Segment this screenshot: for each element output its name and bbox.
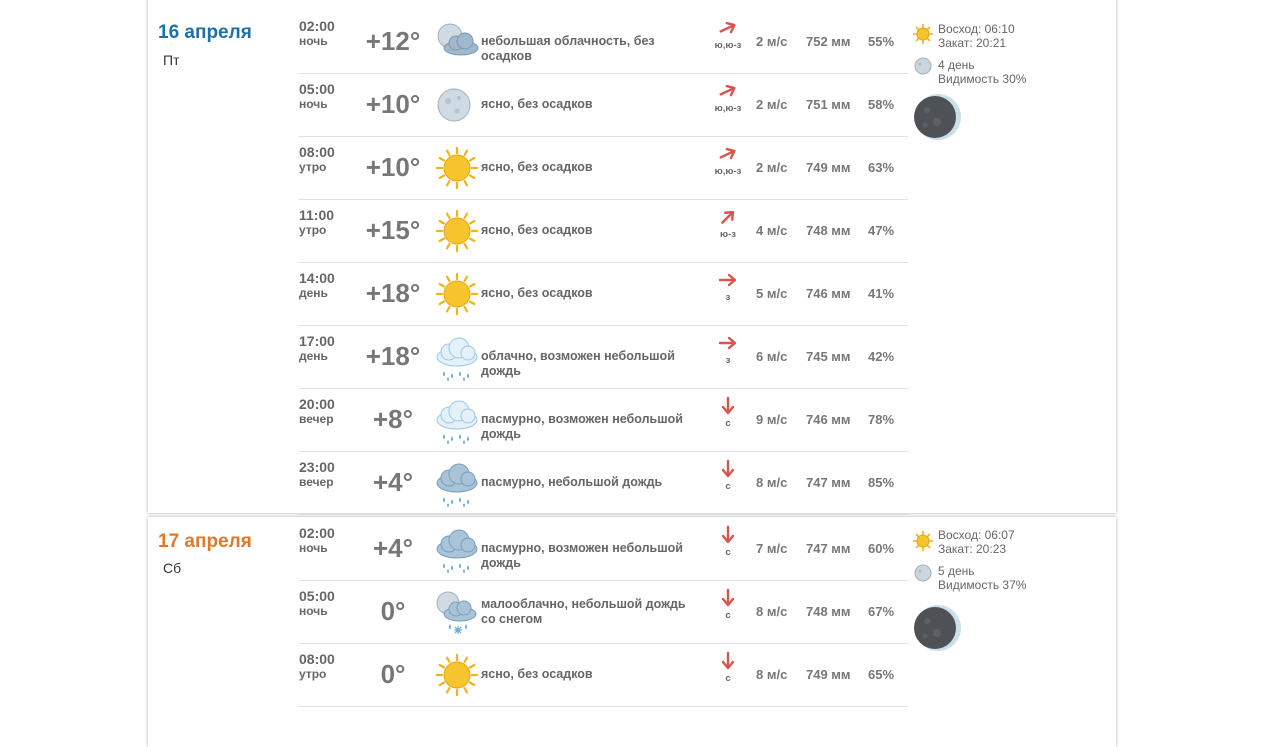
forecast-temperature: +10° xyxy=(365,152,421,182)
forecast-time-block xyxy=(299,397,335,427)
forecast-temperature: +8° xyxy=(372,404,414,434)
humidity: 55% xyxy=(868,34,895,49)
day-weekday: Пт xyxy=(163,52,180,68)
pressure: 745 мм xyxy=(806,349,851,364)
forecast-period: ночь xyxy=(299,34,328,48)
day-weekday: Сб xyxy=(163,560,182,576)
moon-phase-icon xyxy=(913,603,963,653)
wind-direction xyxy=(706,651,750,684)
forecast-description: малооблачно, небольшой дождь со снегом xyxy=(481,597,686,626)
humidity: 41% xyxy=(868,286,895,301)
forecast-period: ночь xyxy=(299,604,328,618)
day-card-17-april xyxy=(148,517,1116,747)
forecast-time-block xyxy=(299,208,334,238)
forecast-period: вечер xyxy=(299,412,334,426)
pressure: 751 мм xyxy=(806,97,851,112)
forecast-time: 14:00 xyxy=(299,270,335,286)
wind-direction-label: ю,ю-з xyxy=(714,40,742,51)
wind-speed: 8 м/с xyxy=(756,604,788,619)
wind-speed: 4 м/с xyxy=(756,223,788,238)
forecast-time: 08:00 xyxy=(299,144,335,160)
sunset-time: Закат: 20:21 xyxy=(938,36,1007,50)
forecast-temperature: +18° xyxy=(365,341,421,371)
wind-direction-label: с xyxy=(725,547,731,558)
forecast-time-block xyxy=(299,460,335,490)
wind-speed: 9 м/с xyxy=(756,412,788,427)
wind-direction xyxy=(706,81,750,114)
forecast-description: ясно, без осадков xyxy=(481,667,593,681)
pressure: 749 мм xyxy=(806,160,851,175)
sun-small-icon xyxy=(913,531,933,551)
forecast-temperature: +15° xyxy=(365,215,421,245)
day-date: 17 апреля xyxy=(158,531,252,552)
wind-arrow-icon xyxy=(706,18,750,38)
pressure: 752 мм xyxy=(806,34,851,49)
pressure: 746 мм xyxy=(806,412,851,427)
wind-speed: 8 м/с xyxy=(756,475,788,490)
forecast-period: утро xyxy=(299,223,327,237)
wind-arrow-icon xyxy=(706,651,750,671)
snow-rain-moon-icon xyxy=(434,588,480,636)
forecast-time-block xyxy=(299,19,335,49)
sunset-time: Закат: 20:23 xyxy=(938,542,1007,556)
forecast-temperature: +12° xyxy=(365,26,421,56)
wind-speed: 2 м/с xyxy=(756,97,788,112)
wind-arrow-icon xyxy=(706,144,750,164)
forecast-row xyxy=(298,136,908,200)
forecast-time-block xyxy=(299,145,335,175)
forecast-time-block xyxy=(299,334,335,364)
forecast-row xyxy=(298,262,908,326)
forecast-period: день xyxy=(299,349,328,363)
sunrise-time: Восход: 06:10 xyxy=(938,22,1015,36)
forecast-row xyxy=(298,199,908,263)
moon-day: 4 день xyxy=(938,58,975,72)
sun-icon xyxy=(434,270,480,318)
moon-visibility: Видимость 37% xyxy=(938,578,1027,592)
wind-direction xyxy=(706,333,750,366)
wind-direction-label: с xyxy=(725,481,731,492)
forecast-time-block xyxy=(299,526,335,556)
forecast-description: ясно, без осадков xyxy=(481,223,593,237)
wind-direction-label: ю-з xyxy=(720,229,736,240)
forecast-time: 05:00 xyxy=(299,81,335,97)
wind-direction-label: с xyxy=(725,418,731,429)
day-date: 16 апреля xyxy=(158,22,252,43)
moon-phase-icon xyxy=(913,92,963,142)
forecast-row xyxy=(298,643,908,707)
wind-direction-label: з xyxy=(725,355,731,366)
forecast-time: 23:00 xyxy=(299,459,335,475)
wind-arrow-icon xyxy=(706,588,750,608)
humidity: 67% xyxy=(868,604,895,619)
pressure: 746 мм xyxy=(806,286,851,301)
wind-direction-label: ю,ю-з xyxy=(714,166,742,177)
wind-direction-label: с xyxy=(725,610,731,621)
wind-arrow-icon xyxy=(706,270,750,290)
forecast-time: 17:00 xyxy=(299,333,335,349)
humidity: 63% xyxy=(868,160,895,175)
pressure: 748 мм xyxy=(806,223,851,238)
forecast-time: 02:00 xyxy=(299,525,335,541)
forecast-period: ночь xyxy=(299,541,328,555)
dark-rain-cloud-icon xyxy=(434,525,480,573)
forecast-time: 11:00 xyxy=(299,207,335,223)
forecast-row xyxy=(298,517,908,581)
wind-speed: 5 м/с xyxy=(756,286,788,301)
cloudy-moon-icon xyxy=(434,18,480,66)
forecast-description: ясно, без осадков xyxy=(481,160,593,174)
forecast-row xyxy=(298,580,908,644)
forecast-period: утро xyxy=(299,160,327,174)
forecast-row xyxy=(298,451,908,515)
forecast-row xyxy=(298,325,908,389)
moon-small-icon xyxy=(914,57,932,75)
rain-cloud-icon xyxy=(434,396,480,444)
forecast-time: 05:00 xyxy=(299,588,335,604)
forecast-time-block xyxy=(299,589,335,619)
humidity: 42% xyxy=(868,349,895,364)
forecast-description: пасмурно, возможен небольшой дождь xyxy=(481,412,683,441)
rain-cloud-icon xyxy=(434,333,480,381)
dark-rain-cloud-icon xyxy=(434,459,480,507)
wind-speed: 6 м/с xyxy=(756,349,788,364)
forecast-description: ясно, без осадков xyxy=(481,286,593,300)
pressure: 747 мм xyxy=(806,475,851,490)
wind-speed: 8 м/с xyxy=(756,667,788,682)
sun-small-icon xyxy=(913,24,933,44)
wind-arrow-icon xyxy=(706,525,750,545)
humidity: 47% xyxy=(868,223,895,238)
wind-direction xyxy=(706,18,750,51)
forecast-description: облачно, возможен небольшой дождь xyxy=(481,349,675,378)
forecast-temperature: 0° xyxy=(380,659,406,689)
forecast-temperature: +10° xyxy=(365,89,421,119)
forecast-time: 20:00 xyxy=(299,396,335,412)
forecast-temperature: +18° xyxy=(365,278,421,308)
forecast-description: пасмурно, возможен небольшой дождь xyxy=(481,541,683,570)
humidity: 85% xyxy=(868,475,895,490)
forecast-period: ночь xyxy=(299,97,328,111)
wind-direction xyxy=(706,525,750,558)
forecast-period: утро xyxy=(299,667,327,681)
wind-direction-label: з xyxy=(725,292,731,303)
pressure: 747 мм xyxy=(806,541,851,556)
forecast-description: небольшая облачность, без осадков xyxy=(481,34,655,63)
forecast-row xyxy=(298,10,908,74)
forecast-time-block xyxy=(299,271,335,301)
forecast-description: ясно, без осадков xyxy=(481,97,593,111)
forecast-temperature: +4° xyxy=(372,467,414,497)
wind-arrow-icon xyxy=(706,459,750,479)
day-card-16-april xyxy=(148,0,1116,513)
forecast-row xyxy=(298,73,908,137)
forecast-row xyxy=(298,388,908,452)
humidity: 58% xyxy=(868,97,895,112)
forecast-time-block xyxy=(299,652,335,682)
humidity: 60% xyxy=(868,541,895,556)
wind-direction xyxy=(706,270,750,303)
pressure: 749 мм xyxy=(806,667,851,682)
forecast-temperature: 0° xyxy=(380,596,406,626)
forecast-time-block xyxy=(299,82,335,112)
wind-direction xyxy=(706,144,750,177)
wind-arrow-icon xyxy=(706,81,750,101)
forecast-description: пасмурно, небольшой дождь xyxy=(481,475,663,489)
moon-icon xyxy=(434,81,480,129)
wind-direction xyxy=(706,588,750,621)
humidity: 78% xyxy=(868,412,895,427)
pressure: 748 мм xyxy=(806,604,851,619)
humidity: 65% xyxy=(868,667,895,682)
wind-direction xyxy=(706,207,750,240)
wind-arrow-icon xyxy=(706,396,750,416)
wind-arrow-icon xyxy=(706,207,750,227)
forecast-temperature: +4° xyxy=(372,533,414,563)
wind-speed: 2 м/с xyxy=(756,34,788,49)
wind-speed: 7 м/с xyxy=(756,541,788,556)
forecast-period: день xyxy=(299,286,328,300)
wind-arrow-icon xyxy=(706,333,750,353)
moon-small-icon xyxy=(914,564,932,582)
moon-visibility: Видимость 30% xyxy=(938,72,1027,86)
sun-icon xyxy=(434,651,480,699)
forecast-time: 02:00 xyxy=(299,18,335,34)
forecast-time: 08:00 xyxy=(299,651,335,667)
sun-icon xyxy=(434,207,480,255)
sun-icon xyxy=(434,144,480,192)
wind-speed: 2 м/с xyxy=(756,160,788,175)
forecast-period: вечер xyxy=(299,475,334,489)
wind-direction-label: с xyxy=(725,673,731,684)
sunrise-time: Восход: 06:07 xyxy=(938,528,1015,542)
wind-direction xyxy=(706,396,750,429)
wind-direction xyxy=(706,459,750,492)
wind-direction-label: ю,ю-з xyxy=(714,103,742,114)
moon-day: 5 день xyxy=(938,564,975,578)
